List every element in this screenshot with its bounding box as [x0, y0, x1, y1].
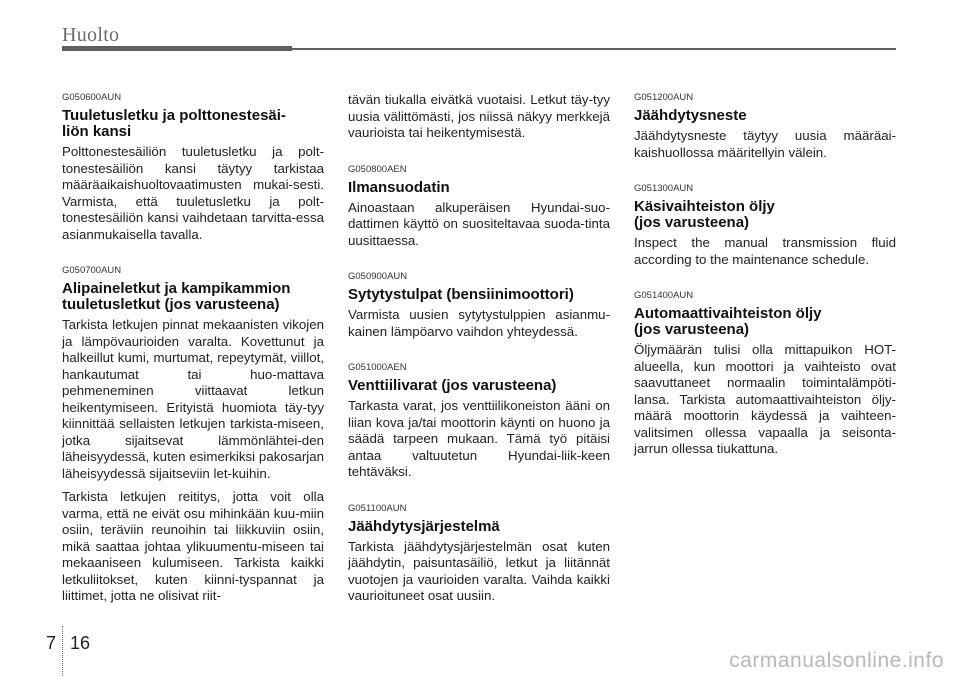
- body-paragraph: Inspect the manual transmission fluid according to the maintenance schedule.: [634, 235, 896, 267]
- body-paragraph: Tarkista letkujen reititys, jotta voit olla varma, että ne eivät osu mihinkään kuu-miin osiin, teräviin reunoihin tai liikkuviin osiin, mikä saattaa johtaa ylikuumentu-miseen tai mekaaniseen kulumiseen. Tarkista kaikki letkuliitokset, kuten kiinni-tyspannat ja liittimet, jotta ne olisivat riit-: [62, 489, 324, 603]
- manual-section: [348, 164, 610, 250]
- section-code: G051300AUN: [634, 183, 694, 194]
- watermark: carmanualsonline.info: [729, 649, 944, 672]
- manual-section: [348, 92, 610, 142]
- text-column-1: [62, 92, 324, 612]
- manual-section: [348, 271, 610, 340]
- text-column-3: [634, 92, 896, 465]
- body-paragraph: Ainoastaan alkuperäisen Hyundai-suo-dattimen käyttö on suositeltavaa suoda-tinta uusittaessa.: [348, 199, 610, 248]
- section-heading: Ilmansuodatin: [348, 178, 450, 196]
- section-title: Huolto: [62, 24, 120, 46]
- text-column-2: [348, 92, 610, 612]
- section-code: G051100AUN: [348, 502, 407, 514]
- manual-section: [634, 290, 896, 458]
- manual-section: [62, 265, 324, 605]
- section-code: G051200AUN: [634, 92, 694, 103]
- chapter-number: 7: [46, 633, 57, 653]
- section-heading: Käsivaihteiston öljy (jos varusteena): [634, 198, 775, 231]
- section-heading: Automaattivaihteiston öljy (jos varusteena): [634, 305, 822, 338]
- body-paragraph: Varmista uusien sytytystulppien asianmu-kainen lämpöarvo vaihdon yhteydessä.: [348, 307, 610, 339]
- section-code: G050900AUN: [348, 271, 408, 282]
- section-code: G050600AUN: [62, 92, 122, 103]
- section-heading: Sytytystulpat (bensiinimoottori): [348, 286, 574, 303]
- page-number: 16: [70, 633, 91, 653]
- section-code: G050700AUN: [62, 265, 122, 276]
- section-heading: Jäähdytysneste: [634, 107, 747, 124]
- body-paragraph: Polttonestesäiliön tuuletusletku ja polt-tonestesäiliön kansi täytyy tarkistaa määräaikaishuoltovaatimusten mukai-sesti. Varmista, että tuuletusletku ja polt-tonestesäiliön kansi vaihdetaan tarvitta-essa asianmukaisella tavalla.: [62, 144, 324, 242]
- section-heading: Tuuletusletku ja polttonestesäi- liön kansi: [62, 107, 286, 140]
- section-code: G051000AEN: [348, 362, 407, 373]
- header-rule-thick: [62, 46, 292, 51]
- section-code: G051400AUN: [634, 290, 694, 301]
- body-paragraph: tävän tiukalla eivätkä vuotaisi. Letkut täy-tyy uusia välittömästi, jos niissä näkyy merkkejä vaurioista tai heikentymisestä.: [348, 92, 610, 140]
- manual-section: [634, 183, 896, 268]
- body-paragraph: Öljymäärän tulisi olla mittapuikon HOT-alueella, kun moottori ja vaihteisto ovat saavuttaneet normaalin toimintalämpöti-lansa. Tarkista automaattivaihteiston öljy-määrä moottorin käydessä ja vaihteen-valitsimen ollessa vapaalla ja seisonta-jarrun ollessa tiukattuna.: [634, 342, 896, 456]
- section-heading: Alipaineletkut ja kampikammion tuuletusletkut (jos varusteena): [62, 280, 291, 313]
- body-paragraph: Tarkista jäähdytysjärjestelmän osat kuten jäähdytin, paisuntasäiliö, letkut ja liitännät vuotojen ja vaurioiden varalta. Vaihda kaikki vaurioituneet osat uusiin.: [348, 538, 610, 603]
- body-paragraph: Tarkista letkujen pinnat mekaanisten vikojen ja lämpövaurioiden varalta. Kovettunut ja halkeillut kumi, murtumat, repeytymät, viillot, hankautumat tai huo-mattava pehmeneminen viittaavat letkun heikentymiseen. Erityistä huomiota täy-tyy kiinnittää sellaisten letkujen tarkista-miseen, jotka sijaitsevat lämmönlähtei-den läheisyydessä, kuten esimerkiksi pakosarjan läheisyydessä sijaitseviin let-kuihin.: [62, 317, 324, 481]
- page-margin-divider: [62, 626, 63, 676]
- section-heading: Venttiilivarat (jos varusteena): [348, 377, 557, 394]
- section-code: G050800AEN: [348, 163, 407, 175]
- body-paragraph: Tarkasta varat, jos venttiilikoneiston ääni on liian kova ja/tai moottorin käynti on huono ja säädä tarpeen mukaan. Tämä työ pitäisi antaa valtuutetun Hyundai-liik-keen tehtäväksi.: [348, 398, 610, 479]
- manual-section: [348, 362, 610, 481]
- body-paragraph: Jäähdytysneste täytyy uusia määräai-kaishuollossa määritellyin välein.: [634, 128, 896, 160]
- manual-section: [634, 92, 896, 161]
- section-heading: Jäähdytysjärjestelmä: [348, 517, 500, 535]
- manual-section: [62, 92, 324, 243]
- header-rule-thin: [292, 48, 896, 50]
- manual-section: [348, 503, 610, 605]
